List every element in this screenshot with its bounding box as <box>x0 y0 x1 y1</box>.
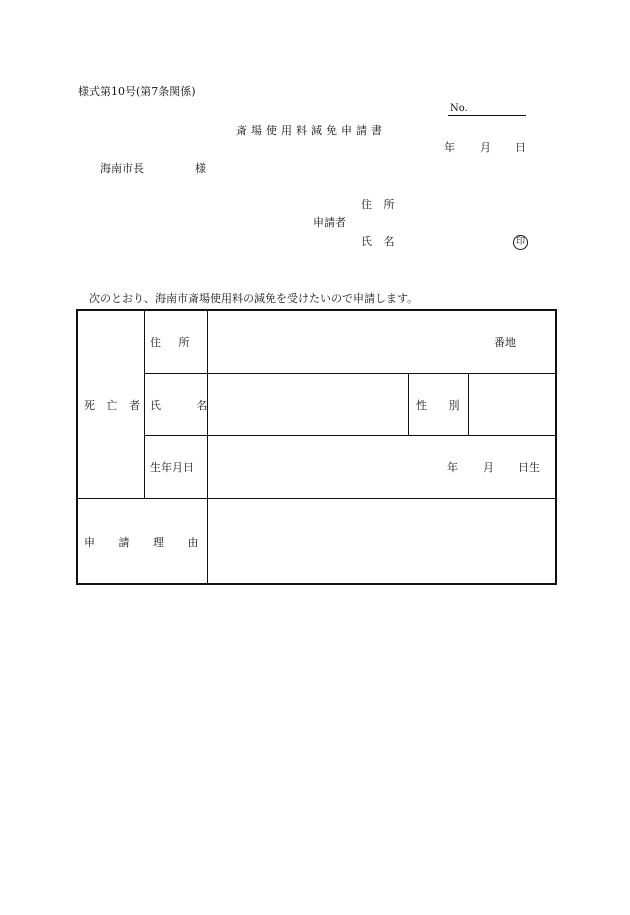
applicant-label: 申請者 <box>313 216 346 229</box>
divider <box>144 435 557 436</box>
seal-mark-icon: 印 <box>513 235 528 250</box>
divider <box>78 498 557 499</box>
divider <box>144 373 557 374</box>
addressee-honorific: 様 <box>195 162 206 175</box>
applicant-name-label: 氏 名 <box>361 235 399 248</box>
form-number: 様式第10号(第7条関係) <box>78 85 196 98</box>
birth-month: 月 <box>483 461 494 474</box>
birthdate-label: 生年月日 <box>150 461 194 474</box>
birth-year: 年 <box>447 461 458 474</box>
deceased-name-label: 氏 名 <box>150 399 208 412</box>
sex-label: 性 別 <box>416 399 460 412</box>
document-number-label: No. <box>450 103 468 114</box>
page-title: 斎場使用料減免申請書 <box>236 124 386 137</box>
date-day: 日 <box>515 141 526 154</box>
applicant-address-label: 住 所 <box>361 198 399 211</box>
deceased-label: 死 亡 者 <box>84 399 144 412</box>
divider <box>468 373 469 435</box>
divider <box>144 311 145 498</box>
birth-day: 日生 <box>518 461 540 474</box>
deceased-info-table <box>76 309 557 585</box>
application-reason-label: 申 請 理 由 <box>84 536 199 549</box>
document-number-line <box>448 115 526 116</box>
application-statement: 次のとおり、海南市斎場使用料の減免を受けたいので申請します。 <box>89 292 419 305</box>
deceased-address-label: 住 所 <box>150 336 190 349</box>
date-month: 月 <box>480 141 491 154</box>
divider <box>207 311 208 585</box>
date-year: 年 <box>444 141 455 154</box>
address-suffix: 番地 <box>494 336 516 349</box>
addressee: 海南市長 <box>100 162 144 175</box>
divider <box>408 373 409 435</box>
